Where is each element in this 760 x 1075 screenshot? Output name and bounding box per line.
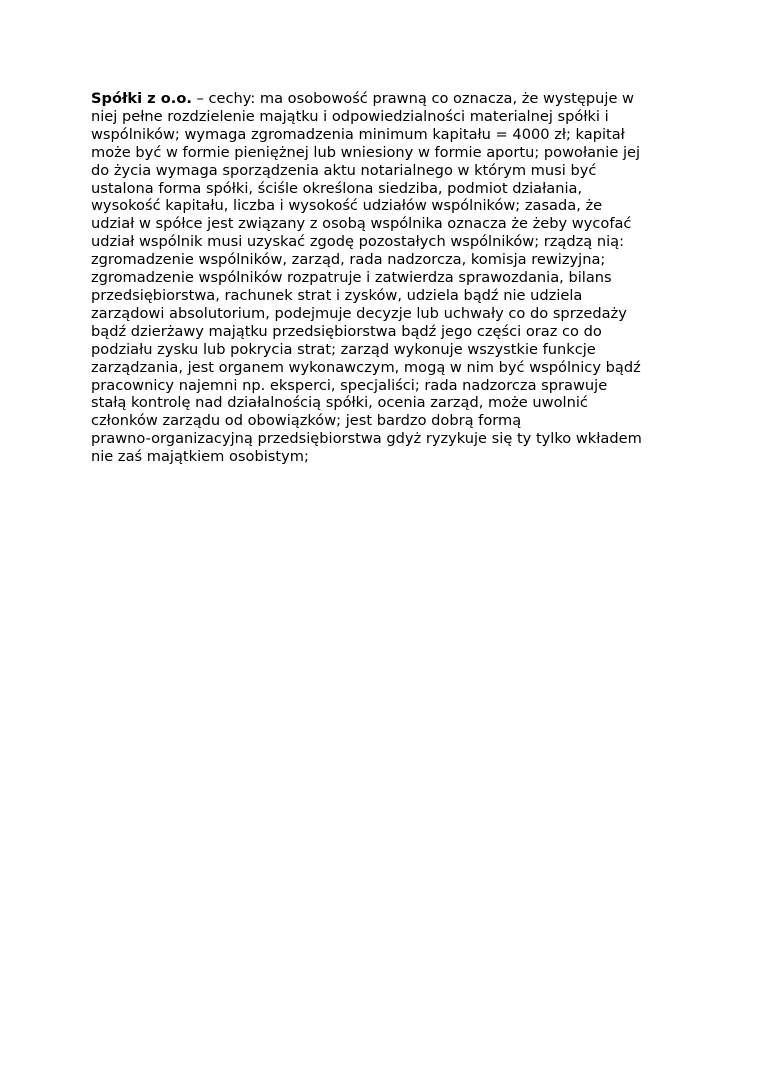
text-line: może być w formie pieniężnej lub wniesiony w formie aportu; powołanie jej — [91, 143, 641, 161]
document-body — [91, 90, 681, 466]
first-line-text: – cechy: ma osobowość prawną co oznacza, że występuje w — [191, 90, 634, 107]
text-line: stałą kontrolę nad działalnością spółki, ocenia zarząd, może uwolnić — [91, 394, 588, 412]
text-line: bądź dzierżawy majątku przedsiębiorstwa bądź jego części oraz co do — [91, 322, 602, 340]
text-line: udział w spółce jest związany z osobą wspólnika oznacza że żeby wycofać — [91, 215, 632, 233]
text-line: pracownicy najemni np. eksperci, specjaliści; rada nadzorcza sprawuje — [91, 376, 608, 394]
text-line: udział wspólnik musi uzyskać zgodę pozostałych wspólników; rządzą nią: — [91, 233, 625, 251]
text-line: nie zaś majątkiem osobistym; — [91, 448, 309, 466]
text-line: wspólników; wymaga zgromadzenia minimum kapitału = 4000 zł; kapitał — [91, 125, 625, 143]
text-line: wysokość kapitału, liczba i wysokość udziałów wspólników; zasada, że — [91, 197, 603, 215]
text-line: członków zarządu od obowiązków; jest bardzo dobrą formą — [91, 412, 522, 430]
text-line: przedsiębiorstwa, rachunek strat i zysków, udziela bądź nie udziela — [91, 286, 583, 304]
text-line: zarządowi absolutorium, podejmuje decyzje lub uchwały co do sprzedaży — [91, 304, 627, 322]
text-line: zgromadzenie wspólników, zarząd, rada nadzorcza, komisja rewizyjna; — [91, 251, 606, 269]
text-line: zgromadzenie wspólników rozpatruje i zatwierdza sprawozdania, bilans — [91, 269, 612, 287]
document-heading: Spółki z o.o. — [91, 90, 192, 107]
text-line: podziału zysku lub pokrycia strat; zarząd wykonuje wszystkie funkcje — [91, 340, 596, 358]
text-line: ustalona forma spółki, ściśle określona siedziba, podmiot działania, — [91, 179, 583, 197]
text-line: zarządzania, jest organem wykonawczym, mogą w nim być wspólnicy bądź — [91, 358, 641, 376]
text-line: niej pełne rozdzielenie majątku i odpowiedzialności materialnej spółki i — [91, 107, 609, 125]
text-line — [91, 90, 681, 108]
text-line: prawno-organizacyjną przedsiębiorstwa gdyż ryzykuje się ty tylko wkładem — [91, 430, 642, 448]
text-line: do życia wymaga sporządzenia aktu notarialnego w którym musi być — [91, 161, 597, 179]
